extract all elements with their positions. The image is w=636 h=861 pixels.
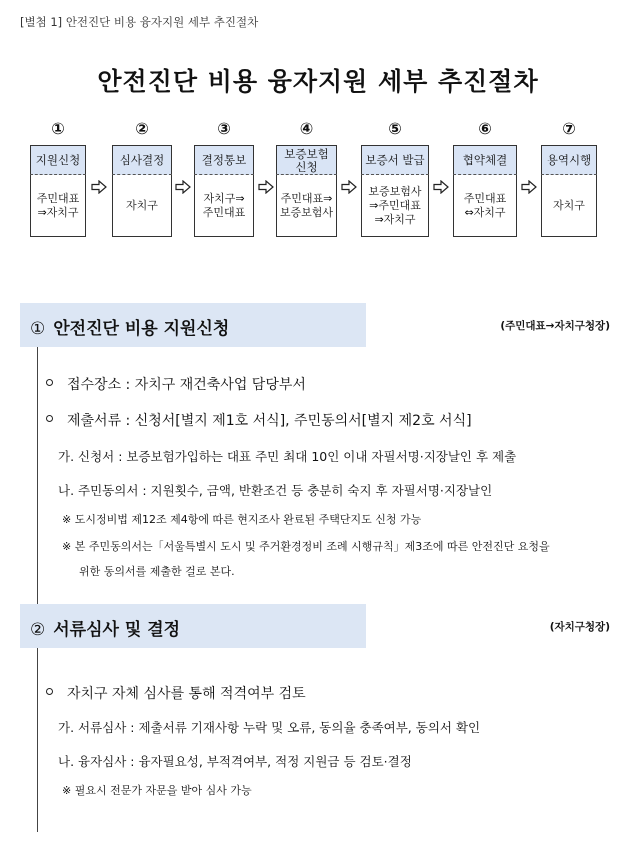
bullet-circle-icon — [46, 688, 53, 695]
step-number: ③ — [217, 119, 231, 138]
step-number: ⑥ — [478, 119, 492, 138]
section-guide-line — [37, 345, 38, 832]
section1-subitem: 가. 신청서 : 보증보험가입하는 대표 주민 최대 10인 이내 자필서명·지장날인 후 제출 — [58, 449, 517, 464]
section2-title-text: 서류심사 및 결정 — [53, 620, 181, 640]
step-head: 결정통보 — [194, 145, 254, 175]
section1-title-text: 안전진단 비용 지원신청 — [53, 319, 230, 339]
step-head: 심사결정 — [112, 145, 172, 175]
step-body: 자치구 — [112, 175, 172, 237]
section2-item: 자치구 자체 심사를 통해 적격여부 검토 — [46, 683, 306, 703]
section1-note: ※ 도시정비법 제12조 제4항에 따른 현지조사 완료된 주택단지도 신청 가능 — [62, 513, 422, 526]
right-arrow-icon — [433, 180, 449, 194]
step-body: 주민대표 ⇒자치구 — [30, 175, 86, 237]
page-title: 안전진단 비용 융자지원 세부 추진절차 — [97, 67, 539, 96]
step-number: ② — [135, 119, 149, 138]
step-head: 지원신청 — [30, 145, 86, 175]
step-body: 주민대표 ⇔자치구 — [453, 175, 517, 237]
step-head: 보증보험 신청 — [276, 145, 337, 175]
section2-subitem: 가. 서류심사 : 제출서류 기재사항 누락 및 오류, 동의율 충족여부, 동의서 확인 — [58, 720, 481, 735]
step-number: ④ — [299, 119, 314, 138]
section2-org: (자치구청장) — [549, 621, 610, 633]
step-number: ① — [51, 119, 65, 138]
section2-subitem: 나. 융자심사 : 융자필요성, 부적격여부, 적정 지원금 등 검토·결정 — [58, 754, 412, 769]
section1-item: 접수장소 : 자치구 재건축사업 담당부서 — [46, 374, 306, 394]
bullet-circle-icon — [46, 415, 53, 422]
section2-note: ※ 필요시 전문가 자문을 받아 심사 가능 — [62, 784, 252, 797]
section1-title — [30, 314, 229, 339]
attachment-label: [별첨 1] 안전진단 비용 융자지원 세부 추진절차 — [20, 15, 259, 29]
right-arrow-icon — [521, 180, 537, 194]
step-body: 자치구⇒ 주민대표 — [194, 175, 254, 237]
section1-note-continued: 위한 동의서를 제출한 걸로 본다. — [79, 565, 235, 578]
section1-item: 제출서류 : 신청서[별지 제1호 서식], 주민동의서[별지 제2호 서식] — [46, 410, 472, 430]
section1-number: ① — [30, 319, 46, 339]
step-body: 보증보험사 ⇒주민대표 ⇒자치구 — [361, 175, 429, 237]
step-body: 자치구 — [541, 175, 597, 237]
section1-note: ※ 본 주민동의서는「서울특별시 도시 및 주거환경정비 조례 시행규칙」제3조에 따른 안전진단 요청을 — [62, 540, 550, 553]
right-arrow-icon — [341, 180, 357, 194]
right-arrow-icon — [258, 180, 274, 194]
section2-number: ② — [30, 620, 46, 640]
section1-subitem: 나. 주민동의서 : 지원횟수, 금액, 반환조건 등 충분히 숙지 후 자필서명·지장날인 — [58, 483, 493, 498]
section2-title — [30, 615, 180, 640]
bullet-circle-icon — [46, 379, 53, 386]
step-number: ⑦ — [562, 119, 576, 138]
right-arrow-icon — [175, 180, 191, 194]
section1-org: (주민대표→자치구청장) — [500, 320, 610, 332]
step-body: 주민대표⇒ 보증보험사 — [276, 175, 337, 237]
step-head: 용역시행 — [541, 145, 597, 175]
step-number: ⑤ — [388, 119, 402, 138]
step-head: 보증서 발급 — [361, 145, 429, 175]
step-head: 협약체결 — [453, 145, 517, 175]
right-arrow-icon — [91, 180, 107, 194]
